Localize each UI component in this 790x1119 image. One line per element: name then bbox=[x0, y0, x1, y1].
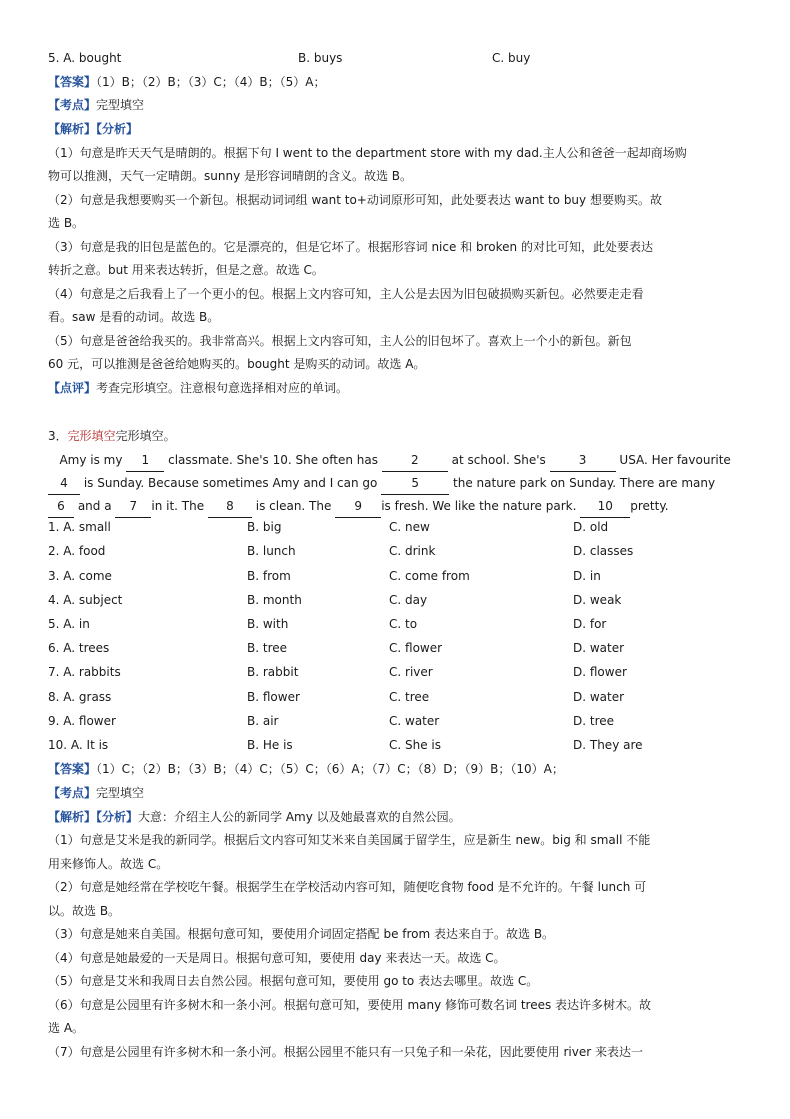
q2-analysis-line: （5）句意是爸爸给我买的。我非常高兴。根据上文内容可知，主人公的旧包坏了。喜欢上一个小的新包。新包 bbox=[48, 334, 632, 348]
blank-7: 7 bbox=[115, 495, 151, 518]
option-b: B. tree bbox=[247, 641, 288, 655]
q2-analysis-line: 看。saw 是看的动词。故选 B。 bbox=[48, 310, 220, 324]
q3-point bbox=[48, 785, 748, 801]
option-d: D. in bbox=[573, 569, 601, 583]
option-c: C. to bbox=[389, 617, 418, 631]
passage-text: at school. She's bbox=[447, 453, 550, 467]
q3-analysis-line: （1）句意是艾米是我的新同学。根据后文内容可知艾米来自美国属于留学生，应是新生 new。big 和 small 不能 bbox=[48, 833, 651, 847]
comment-text: 考查完形填空。注意根句意选择相对应的单词。 bbox=[96, 381, 349, 395]
point-tag: 【考点】 bbox=[48, 98, 97, 112]
option-c: C. water bbox=[389, 714, 440, 728]
passage-text: in it. The bbox=[151, 499, 208, 513]
q3-analysis-line: （2）句意是她经常在学校吃午餐。根据学生在学校活动内容可知，随便吃食物 food 是不允许的。午餐 lunch 可 bbox=[48, 880, 647, 894]
q3-analysis-line: （5）句意是艾米和我周日去自然公园。根据句意可知，要使用 go to 表达去哪里。故选 C。 bbox=[48, 974, 539, 988]
passage-text: Amy is my bbox=[59, 453, 127, 467]
passage-text: the nature park on Sunday. There are many bbox=[449, 476, 716, 490]
option-b: B. flower bbox=[247, 690, 300, 704]
passage-text: is clean. The bbox=[251, 499, 336, 513]
q3-analysis-line: 以。故选 B。 bbox=[48, 904, 121, 918]
q2-option-b: B. buys bbox=[298, 51, 343, 65]
option-c: C. new bbox=[389, 520, 430, 534]
analysis-tag: 【解析】【分析】 bbox=[48, 122, 139, 136]
q2-option-a: 5. A. bought bbox=[48, 51, 122, 65]
point-tag: 【考点】 bbox=[48, 786, 97, 800]
q2-analysis-line: （2）句意是我想要购买一个新包。根据动词词组 want to+动词原形可知，此处要表达 want to buy 想要购买。故 bbox=[48, 193, 662, 207]
option-c: C. come from bbox=[389, 569, 470, 583]
q2-analysis-line: 物可以推测，天气一定晴朗。sunny 是形容词晴朗的含义。故选 B。 bbox=[48, 169, 413, 183]
q2-analysis-line: 选 B。 bbox=[48, 216, 85, 230]
passage-text: is fresh. We like the nature park. bbox=[381, 499, 581, 513]
q3-analysis-line: 用来修饰人。故选 C。 bbox=[48, 857, 169, 871]
option-c: C. flower bbox=[389, 641, 443, 655]
q3-analysis-line: （3）句意是她来自美国。根据句意可知，要使用介词固定搭配 be from 表达来自于。故选 B。 bbox=[48, 927, 555, 941]
answer-text: （1）B；（2）B；（3）C；（4）B；（5）A； bbox=[96, 75, 326, 89]
option-a: 8. A. grass bbox=[48, 690, 112, 704]
option-d: D. classes bbox=[573, 544, 634, 558]
answer-tag: 【答案】 bbox=[48, 762, 97, 776]
q2-analysis-head bbox=[48, 121, 748, 137]
comment-tag: 【点评】 bbox=[48, 381, 97, 395]
answer-text: （1）C；（2）B；（3）B；（4）C；（5）C；（6）A；（7）C；（8）D；（9）B；（10）A； bbox=[96, 762, 564, 776]
q3-passage bbox=[48, 449, 743, 518]
option-b: B. rabbit bbox=[247, 665, 299, 679]
q3-title bbox=[48, 428, 748, 444]
q3-analysis-line: 选 A。 bbox=[48, 1021, 85, 1035]
analysis-tag: 【解析】【分析】 bbox=[48, 810, 139, 824]
option-b: B. with bbox=[247, 617, 289, 631]
passage-text: is Sunday. Because sometimes Amy and I can go bbox=[80, 476, 382, 490]
option-c: C. day bbox=[389, 593, 428, 607]
option-a: 2. A. food bbox=[48, 544, 106, 558]
option-d: D. tree bbox=[573, 714, 615, 728]
option-c: C. tree bbox=[389, 690, 430, 704]
option-d: D. They are bbox=[573, 738, 643, 752]
option-d: D. flower bbox=[573, 665, 627, 679]
passage-text: USA. Her favourite bbox=[615, 453, 731, 467]
q2-analysis-line: （3）句意是我的旧包是蓝色的。它是漂亮的，但是它坏了。根据形容词 nice 和 broken 的对比可知，此处要表达 bbox=[48, 240, 653, 254]
blank-4: 4 bbox=[48, 472, 80, 495]
option-a: 10. A. It is bbox=[48, 738, 109, 752]
q3-answer bbox=[48, 761, 748, 777]
option-d: D. water bbox=[573, 641, 625, 655]
option-b: B. He is bbox=[247, 738, 293, 752]
option-b: B. air bbox=[247, 714, 279, 728]
passage-text: classmate. She's 10. She often has bbox=[164, 453, 382, 467]
point-text: 完型填空 bbox=[96, 98, 145, 112]
option-d: D. old bbox=[573, 520, 609, 534]
passage-text: and a bbox=[74, 499, 116, 513]
q3-analysis-line: （6）句意是公园里有许多树木和一条小河。根据句意可知，要使用 many 修饰可数名词 trees 表达许多树木。故 bbox=[48, 998, 652, 1012]
point-text: 完型填空 bbox=[96, 786, 145, 800]
option-b: B. from bbox=[247, 569, 291, 583]
analysis-summary: 大意：介绍主人公的新同学 Amy 以及她最喜欢的自然公园。 bbox=[138, 810, 461, 824]
answer-tag: 【答案】 bbox=[48, 75, 97, 89]
q2-analysis-line: 转折之意。but 用来表达转折，但是之意。故选 C。 bbox=[48, 263, 324, 277]
option-c: C. She is bbox=[389, 738, 442, 752]
passage-text: pretty. bbox=[630, 499, 669, 513]
option-b: B. lunch bbox=[247, 544, 296, 558]
q2-point bbox=[48, 97, 748, 113]
q3-title-text: 完形填空。 bbox=[115, 429, 176, 443]
q3-number: 3． bbox=[48, 429, 68, 443]
q3-analysis-line: （4）句意是她最爱的一天是周日。根据句意可知，要使用 day 来表达一天。故选 C。 bbox=[48, 951, 506, 965]
q2-option-c: C. buy bbox=[492, 51, 531, 65]
blank-5: 5 bbox=[381, 472, 449, 495]
option-c: C. river bbox=[389, 665, 433, 679]
option-d: D. for bbox=[573, 617, 607, 631]
q2-comment bbox=[48, 380, 748, 396]
blank-9: 9 bbox=[335, 495, 381, 518]
q2-answer bbox=[48, 74, 748, 90]
option-d: D. water bbox=[573, 690, 625, 704]
blank-8: 8 bbox=[208, 495, 252, 518]
q2-analysis-line: （1）句意是昨天天气是晴朗的。根据下句 I went to the department store with my dad.主人公和爸爸一起却商场购 bbox=[48, 146, 687, 160]
option-b: B. big bbox=[247, 520, 282, 534]
blank-1: 1 bbox=[126, 449, 164, 472]
blank-3: 3 bbox=[550, 449, 616, 472]
q3-analysis-head bbox=[48, 809, 748, 825]
option-a: 6. A. trees bbox=[48, 641, 110, 655]
q3-category-link[interactable]: 完形填空 bbox=[67, 429, 116, 443]
blank-2: 2 bbox=[382, 449, 448, 472]
option-a: 5. A. in bbox=[48, 617, 90, 631]
option-a: 1. A. small bbox=[48, 520, 111, 534]
option-a: 4. A. subject bbox=[48, 593, 123, 607]
q3-analysis-line: （7）句意是公园里有许多树木和一条小河。根据公园里不能只有一只兔子和一朵花，因此要使用 river 来表达一 bbox=[48, 1045, 643, 1059]
blank-6: 6 bbox=[48, 495, 74, 518]
blank-10: 10 bbox=[580, 495, 630, 518]
option-d: D. weak bbox=[573, 593, 622, 607]
option-a: 9. A. flower bbox=[48, 714, 116, 728]
q2-analysis-line: 60 元，可以推测是爸爸给她购买的。bought 是购买的动词。故选 A。 bbox=[48, 357, 426, 371]
option-a: 7. A. rabbits bbox=[48, 665, 121, 679]
option-c: C. drink bbox=[389, 544, 436, 558]
option-b: B. month bbox=[247, 593, 302, 607]
q2-analysis-line: （4）句意是之后我看上了一个更小的包。根据上文内容可知，主人公是去因为旧包破损购买新包。必然要走走看 bbox=[48, 287, 644, 301]
option-a: 3. A. come bbox=[48, 569, 112, 583]
